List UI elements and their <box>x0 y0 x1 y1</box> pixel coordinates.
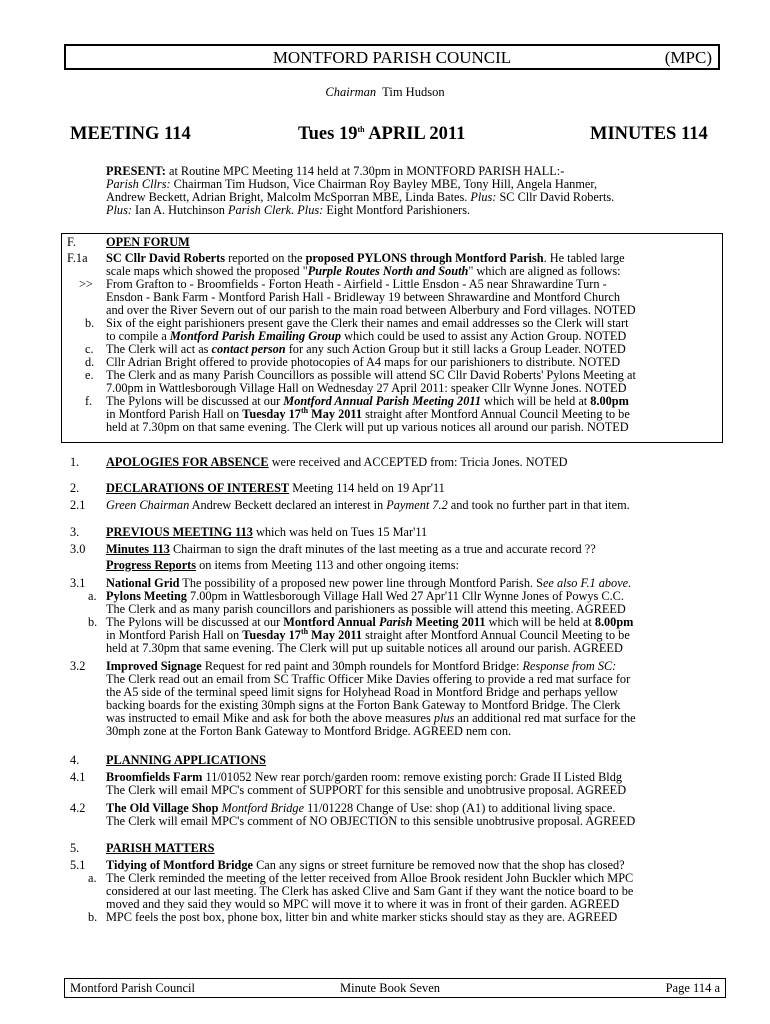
text-forum-d-l1: Cllr Adrian Bright offered to provide photocopies of A4 maps for our parishioners to distribute. NOTED <box>106 355 621 369</box>
text-forum-ff-l1: The Pylons will be discussed at our <box>106 394 284 408</box>
section-2 <box>0 482 770 495</box>
open-forum-heading: OPEN FORUM <box>106 235 190 249</box>
text-forum-f1a-t2: . He tabled large <box>543 251 625 265</box>
text-s3-h32: Improved Signage <box>106 659 202 673</box>
text-s3-t32: Request for red paint and 30mph roundels for Montford Bridge: <box>201 659 523 673</box>
text-s5-n51: 5.1 <box>70 858 86 872</box>
meeting-number: MEETING 114 <box>70 124 191 144</box>
text-s2-i2: Payment 7.2 <box>386 498 448 512</box>
text-present-l4b: Eight Montford Parishioners. <box>323 203 471 217</box>
text-s5-a1: The Clerk reminded the meeting of the letter received from Alloe Brook resident John Buckler which MPC <box>106 871 634 885</box>
text-forum-ff-b3: May 2011 <box>308 407 363 421</box>
text-s3-ah: Pylons Meeting <box>106 589 187 603</box>
section-5 <box>0 842 770 855</box>
text-s1-head: APOLOGIES FOR ABSENCE <box>106 455 269 469</box>
text-present-l1: at Routine MPC Meeting 114 held at 7.30pm in MONTFORD PARISH HALL:- <box>165 164 565 178</box>
text-meeting-date-sup: th <box>357 124 365 134</box>
text-present-l4-i: Plus: <box>106 203 132 217</box>
text-s5-t51: Can any signs or street furniture be removed now that the shop has closed? <box>253 858 625 872</box>
text-s4-l41b: The Clerk will email MPC's comment of SUPPORT for this sensible and unobtrusive proposal. AGREED <box>106 783 627 797</box>
text-s2-n21: 2.1 <box>70 498 86 512</box>
text-s3-bb2: Meeting 2011 <box>412 615 486 629</box>
text-s5-h51: Tidying of Montford Bridge <box>106 858 254 872</box>
minutes-number: MINUTES 114 <box>590 124 708 144</box>
text-forum-f-num2: f. <box>85 394 93 408</box>
text-s3-a: a. <box>88 589 97 603</box>
text-s3-l2: The Clerk read out an email from SC Traffic Officer Mike Davies offering to provide a red mat surface for <box>106 672 631 686</box>
text-s3-b: b. <box>88 615 98 629</box>
text-s2-t2: and took no further part in that item. <box>447 498 630 512</box>
text-s3-l3: the A5 side of the terminal speed limit signs for Holyhead Road in Montford Bridge and perhaps yellow <box>106 685 618 699</box>
text-forum-b-l2: to compile a <box>106 329 170 343</box>
text-s3-n31: 3.1 <box>70 576 86 590</box>
present-block <box>106 165 726 217</box>
text-s5-num: 5. <box>70 841 80 855</box>
text-forum-c-l1b: for any such Action Group but it still lacks a Group Leader. NOTED <box>285 342 626 356</box>
document-title: MONTFORD PARISH COUNCIL <box>272 48 512 67</box>
footer-left: Montford Parish Council <box>70 981 195 995</box>
text-forum-e-num: e. <box>85 368 94 382</box>
text-s3-b2: in Montford Parish Hall on <box>106 628 243 642</box>
text-s1-t: were received and ACCEPTED from: Tricia Jones. NOTED <box>268 455 568 469</box>
text-forum-f1a-l4: Ensdon - Bank Farm - Montford Parish Hall - Bridleway 19 between Shrawardine and Montford Church <box>106 290 620 304</box>
chairman-line <box>0 86 770 99</box>
meeting-date <box>298 124 465 144</box>
text-present-l4: Ian A. Hutchinson <box>131 203 228 217</box>
text-s3-l5i: plus <box>433 711 455 725</box>
text-forum-f1a-t: reported on the <box>225 251 306 265</box>
text-forum-f1a-num: F.1a <box>67 251 88 265</box>
text-forum-c-l1: The Clerk will act as <box>106 342 212 356</box>
text-s5-head: PARISH MATTERS <box>106 841 215 855</box>
text-forum-f1a-l2: scale maps which showed the proposed " <box>106 264 308 278</box>
text-s5-a: a. <box>88 871 97 885</box>
text-s2-num: 2. <box>70 481 80 495</box>
section-4 <box>0 754 770 767</box>
open-forum-box <box>61 233 723 443</box>
text-s3-bt2: which will be held at <box>485 615 595 629</box>
text-s3-t: which was held on Tues 15 Mar'11 <box>252 525 428 539</box>
text-present-l1-b: PRESENT: <box>106 164 166 178</box>
section-1 <box>0 456 770 469</box>
text-forum-ff-l2b: straight after Montford Annual Council Meeting to be <box>362 407 630 421</box>
text-s3-h30: Minutes 113 <box>106 542 170 556</box>
text-s3-h31: National Grid <box>106 576 180 590</box>
text-forum-f1a-b2: proposed PYLONS through Montford Parish <box>305 251 544 265</box>
text-forum-e-l1: The Clerk and as many Parish Councillors as possible will attend SC Cllr David Roberts' Pylons Meeting at <box>106 368 636 382</box>
text-s3-b3: held at 7.30pm that same evening. The Clerk will put up suitable notices all around our parish. AGREED <box>106 641 623 655</box>
text-s3-t32i: Response from SC: <box>522 659 617 673</box>
text-s5-b1: MPC feels the post box, phone box, litter bin and white marker sticks should stay as they are. AGREED <box>106 910 618 924</box>
text-s1-num: 1. <box>70 455 80 469</box>
text-forum-f-num: F. <box>67 235 76 249</box>
text-forum-f1a-l5: and over the River Severn out of our parish to the main road between Alberbury and Ford villages. NOTED <box>106 303 636 317</box>
text-s5-a3: moved and they said they would so MPC will move it to where it was in front of their garden. AGREED <box>106 897 620 911</box>
text-s3-l5: was instructed to email Mike and ask for both the above measures <box>106 711 434 725</box>
text-s3-l4: backing boards for the existing 30mph signs at the Forton Bank Gateway to Montford Bridge. The Clerk <box>106 698 621 712</box>
text-forum-e-l2: 7.00pm in Wattlesborough Village Hall on Wednesday 27 April 2011: speaker Cllr Wynne Jones. NOTED <box>106 381 627 395</box>
text-present-l4-i3: Plus: <box>294 203 324 217</box>
text-s5-b: b. <box>88 910 98 924</box>
text-s3-l6: 30mph zone at the Forton Bank Gateway to Montford Bridge. AGREED nem con. <box>106 724 512 738</box>
text-forum-f1a-l3: From Grafton to - Broomfields - Forton Heath - Airfield - Little Ensdon - A5 near Shrawardine Turn - <box>106 277 607 291</box>
text-s3-num: 3. <box>70 525 80 539</box>
chairman-label: Chairman <box>325 85 377 99</box>
text-forum-b-l2b: which could be used to assist any Action Group. NOTED <box>341 329 627 343</box>
text-present-l3-i: Plus: <box>470 190 497 204</box>
text-forum-ff-sup: th <box>300 405 309 415</box>
text-s3-head: PREVIOUS MEETING 113 <box>106 525 253 539</box>
text-s5-a2: considered at our last meeting. The Clerk has asked Clive and Sam Gant if they want the notice board to be <box>106 884 634 898</box>
text-present-l4-i2: Parish Clerk. <box>227 203 295 217</box>
text-s3-b2b: Tuesday 17 <box>242 628 301 642</box>
text-s3-t31: The possibility of a proposed new power line through Montford Parish. S <box>179 576 543 590</box>
footer-center: Minute Book Seven <box>340 981 440 995</box>
section-3 <box>0 526 770 539</box>
text-present-l3: Andrew Beckett, Adrian Bright, Malcolm McSporran MBE, Linda Bates. <box>106 190 471 204</box>
text-forum-f1a-l2-bi: Purple Routes North and South <box>307 264 469 278</box>
text-s3-t30: Chairman to sign the draft minutes of the last meeting as a true and accurate record ?? <box>169 542 596 556</box>
footer-page: Page 114 a <box>665 981 720 995</box>
text-forum-ff-l2: in Montford Parish Hall on <box>106 407 243 421</box>
text-s4-h42: The Old Village Shop <box>106 801 219 815</box>
text-forum-ff-bi: Montford Annual Parish Meeting 2011 <box>283 394 481 408</box>
document-abbrev: (MPC) <box>664 48 712 67</box>
text-s3-bb3: 8.00pm <box>594 615 634 629</box>
text-s3-a2: The Clerk and as many parish councillors and parishioners as possible will attend this meeting. AGREED <box>106 602 626 616</box>
text-s4-i42: Montford Bridge <box>218 801 305 815</box>
text-s3-b2sup: th <box>300 626 309 636</box>
text-present-l3b: SC Cllr David Roberts. <box>496 190 615 204</box>
text-s4-head: PLANNING APPLICATIONS <box>106 753 266 767</box>
text-s4-n41: 4.1 <box>70 770 86 784</box>
text-forum-d-num: d. <box>85 355 95 369</box>
text-forum-ff-b2: Tuesday 17 <box>242 407 301 421</box>
text-s2-t1: Andrew Beckett declared an interest in <box>189 498 387 512</box>
text-s3-l5b: an additional red mat surface for the <box>454 711 636 725</box>
text-s3-at: 7.00pm in Wattlesborough Village Hall Wed 27 Apr'11 Cllr Wynne Jones of Powys C.C. <box>186 589 624 603</box>
text-forum-b-l1: Six of the eight parishioners present gave the Clerk their names and email addresses so the Clerk will start <box>106 316 629 330</box>
text-s3-bbi: Parish <box>378 615 413 629</box>
page-footer <box>64 978 726 998</box>
text-present-l2: Chairman Tim Hudson, Vice Chairman Roy Bayley MBE, Tony Hill, Angela Hanmer, <box>170 177 598 191</box>
text-forum-f1a-b: SC Cllr David Roberts <box>106 251 225 265</box>
text-forum-ff-l1b: which will be held at <box>480 394 591 408</box>
text-forum-b-l2-bi: Montford Parish Emailing Group <box>169 329 342 343</box>
chairman-name: Tim Hudson <box>382 85 445 99</box>
text-s3-t31i: ee also F.1 above. <box>542 576 632 590</box>
text-s3-n32: 3.2 <box>70 659 86 673</box>
text-s2-head: DECLARATIONS OF INTEREST <box>106 481 290 495</box>
text-s3-pr: Progress Reports <box>106 558 197 572</box>
text-s2-i1: Green Chairman <box>106 498 190 512</box>
text-forum-f1a-l2b: " which are aligned as follows: <box>468 264 621 278</box>
text-s4-num: 4. <box>70 753 80 767</box>
text-forum-b-num: b. <box>85 316 95 330</box>
text-forum-c-num: c. <box>85 342 94 356</box>
text-present-l2-i: Parish Cllrs: <box>106 177 171 191</box>
text-s3-prt: on items from Meeting 113 and other ongoing items: <box>196 558 459 572</box>
text-s3-bb1: Montford Annual <box>283 615 379 629</box>
text-s2-t: Meeting 114 held on 19 Apr'11 <box>289 481 445 495</box>
title-box <box>64 44 720 70</box>
text-forum-ff-l3: held at 7.30pm on that same evening. The Clerk will put up various notices all around our parish. NOTED <box>106 420 629 434</box>
text-meeting-date-pre: Tues 19 <box>298 124 358 144</box>
text-s4-t41: 11/01052 New rear porch/garden room: remove existing porch: Grade II Listed Bldg <box>202 770 623 784</box>
text-forum-arrow: >> <box>79 277 93 291</box>
text-s4-n42: 4.2 <box>70 801 86 815</box>
text-s4-l42b: The Clerk will email MPC's comment of NO OBJECTION to this sensible unobtrusive proposal. AGREED <box>106 814 636 828</box>
text-s3-bt: The Pylons will be discussed at our <box>106 615 284 629</box>
text-s3-b2t: straight after Montford Annual Council Meeting to be <box>362 628 630 642</box>
text-meeting-date-post: APRIL 2011 <box>364 124 466 144</box>
text-s4-t42: 11/01228 Change of Use: shop (A1) to additional living space. <box>304 801 616 815</box>
text-s3-b2b2: May 2011 <box>308 628 363 642</box>
text-s3-n30: 3.0 <box>70 542 86 556</box>
text-s4-h41: Broomfields Farm <box>106 770 203 784</box>
text-forum-c-bi: contact person <box>211 342 286 356</box>
text-forum-ff-b: 8.00pm <box>590 394 629 408</box>
